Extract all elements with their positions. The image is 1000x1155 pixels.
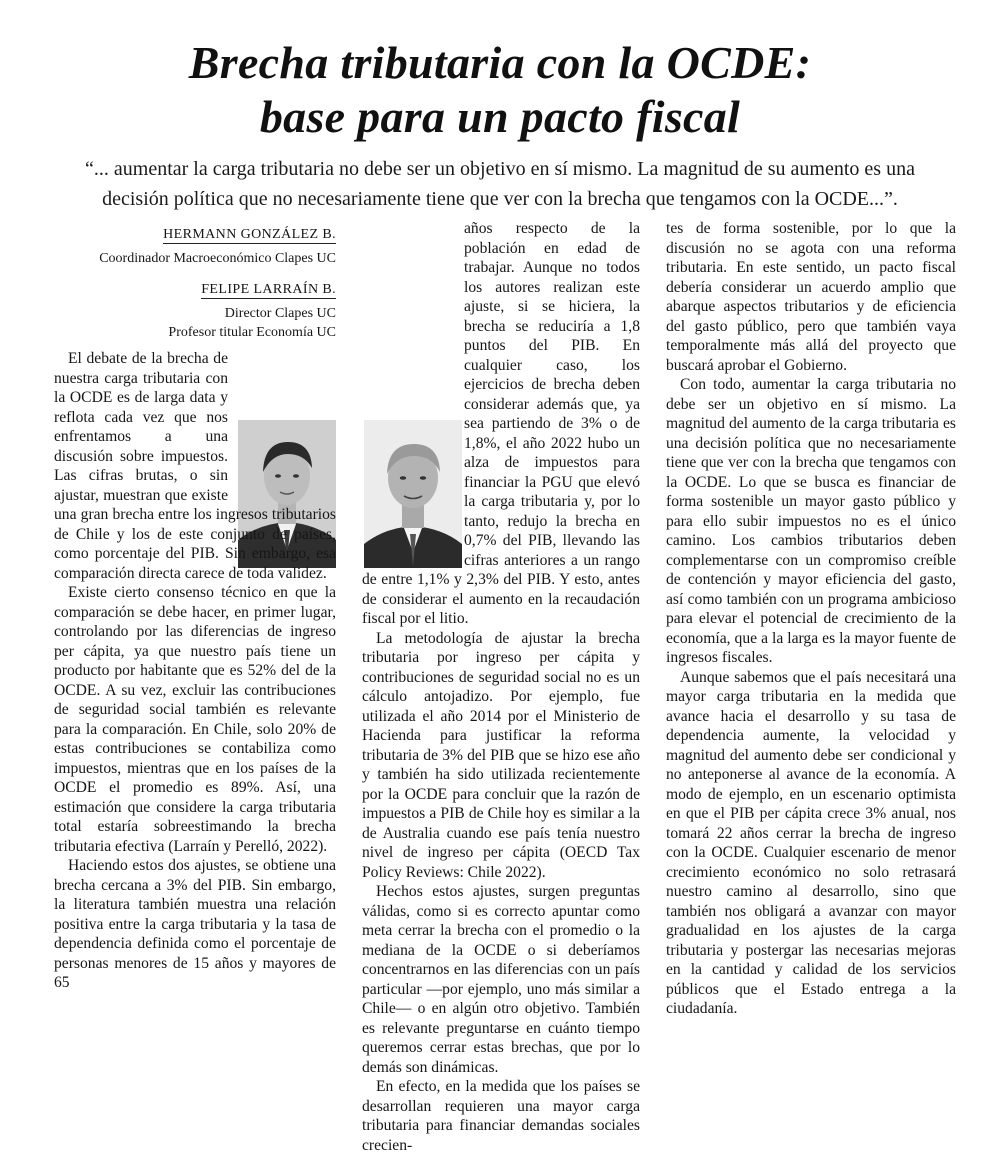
author-role: Director Clapes UC bbox=[224, 306, 336, 321]
column-2 bbox=[362, 219, 640, 1155]
paragraph: Hechos estos ajustes, surgen preguntas válidas, como si es correcto apuntar como meta cerrar la brecha con el promedio o la mediana de la OCDE o si deberíamos concentrarnos en las diferencias con un país particular —por ejemplo, uno más similar a Chile— o en algún otro objetivo. También es relevante preguntarse en cuánto tiempo queremos cerrar estas brechas, que por lo demás son dinámicas. bbox=[362, 883, 640, 1076]
byline-author-1 bbox=[54, 225, 336, 268]
author-name: HERMANN GONZÁLEZ B. bbox=[163, 227, 336, 242]
paragraph: El debate de la brecha de nuestra carga tributaria con la OCDE es de larga data y reflota cada vez que nos enfrentamos a una discusión sobre impuestos. Las cifras brutas, o sin ajustar, muestran que existe una gran brecha entre los ingresos tributarios de Chile y los de este conjunto de países, como porcentaje del PIB. Sin embargo, esa comparación directa carece de toda validez. bbox=[54, 350, 336, 582]
paragraph: Existe cierto consenso técnico en que la comparación se debe hacer, en primer lugar, controlando por las diferencias de ingreso per cápita, ya que nuestro país tiene un producto por habitante que es 52% del de la OCDE. A su vez, excluir las contribuciones de seguridad social también es relevante para la comparación. En Chile, solo 20% de estas contribuciones se contabiliza como impuestos, mientras que en los países de la OCDE el promedio es 89%. Así, una estimación que considere la carga tributaria total estaría sobreestimando la brecha tributaria efectiva (Larraín y Perelló, 2022). bbox=[54, 584, 336, 855]
paragraph: En efecto, en la medida que los países se desarrollan requieren una mayor carga tributaria para financiar demandas sociales crecien- bbox=[362, 1078, 640, 1154]
author-name: FELIPE LARRAÍN B. bbox=[201, 282, 336, 297]
author-role: Profesor titular Economía UC bbox=[168, 325, 336, 340]
paragraph: Aunque sabemos que el país necesitará una mayor carga tributaria en la medida que avance hacia el desarrollo y su tasa de dependencia aumente, la velocidad y magnitud del aumento debe ser condicional y no anteponerse al avance de la economía. A modo de ejemplo, en un escenario optimista en que el PIB per cápita crece 3% anual, nos tomará 22 años cerrar la brecha de ingreso con la OCDE. Cualquier escenario de menor crecimiento económico no solo retrasará nuestro camino al desarrollo, sino que también nos obligará a avanzar con mayor gradualidad en los ajustes de la carga tributaria y postergar las necesarias mejoras en la cantidad y calidad de los servicios públicos que el Estado entrega a la ciudadanía. bbox=[666, 668, 956, 1017]
headline-line-1: Brecha tributaria con la OCDE: bbox=[188, 37, 812, 88]
paragraph: tes de forma sostenible, por lo que la discusión no se agota con una reforma tributaria. En este sentido, un pacto fiscal debería considerar un acuerdo amplio que abarque aspectos tributarios y de eficiencia del gasto público, pero que también vaya temporalmente más allá del proyecto que buscará aprobar el Gobierno. bbox=[666, 220, 956, 374]
paragraph: años respecto de la población en edad de trabajar. Aunque no todos los autores realizan este ajuste, si se hiciera, la brecha se reduciría a 1,8 puntos del PIB. En cualquier caso, los ejercicios de brecha deben considerar además que, ya sea partiendo de 3% o de 1,8%, el año 2022 hubo un alza de impuestos para financiar la PGU que elevó la carga tributaria y, por lo tanto, redujo la brecha en 0,7% del PIB, llevando las cifras anteriores a un rango de entre 1,1% y 2,3% del PIB. Y esto, antes de considerar el aumento en la recaudación fiscal por el litio. bbox=[362, 220, 640, 627]
paragraph: La metodología de ajustar la brecha tributaria por ingreso per cápita y contribuciones de seguridad social no es un cálculo antojadizo. Por ejemplo, fue utilizada el año 2014 por el Ministerio de Hacienda para justificar la reforma tributaria de 3% del PIB que se hizo ese año y también ha sido utilizada recientemente por la OCDE para concluir que la razón de impuestos a PIB de Chile hoy es similar a la de Australia cuando ese país tenía nuestro nivel de ingreso per cápita (OECD Tax Policy Reviews: Chile 2022). bbox=[362, 629, 640, 881]
author-role: Coordinador Macroeconómico Clapes UC bbox=[99, 251, 336, 266]
pull-quote: “... aumentar la carga tributaria no debe ser un objetivo en sí mismo. La magnitud de su aumento es una decisión política que no necesariamente tiene que ver con la brecha que tengamos con la OCDE...”. bbox=[85, 158, 915, 210]
headline-line-2: base para un pacto fiscal bbox=[259, 91, 741, 142]
headline bbox=[0, 36, 1000, 144]
bylines bbox=[54, 225, 336, 342]
paragraph: Haciendo estos dos ajustes, se obtiene una brecha cercana a 3% del PIB. Sin embargo, la literatura también muestra una relación positiva entre la carga tributaria y la tasa de dependencia definida como el porcentaje de personas menores de 15 años y mayores de 65 bbox=[54, 857, 336, 991]
byline-author-2 bbox=[54, 280, 336, 342]
paragraph: Con todo, aumentar la carga tributaria no debe ser un objetivo en sí mismo. La magnitud del aumento de la carga tributaria es una decisión política que no necesariamente tiene que ver con la brecha que tengamos con la OCDE. Lo que se busca es financiar de forma sostenible un mayor gasto público y para ello subir impuestos no es el único camino. Los cambios tributarios deben complementarse con un compromiso creíble de contención y mayor eficiencia del gasto, así como también con un programa ambicioso para elevar el potencial de crecimiento de la economía, que a la larga es la mayor fuente de ingresos fiscales. bbox=[666, 376, 956, 666]
column-1 bbox=[54, 349, 336, 993]
column-3 bbox=[666, 219, 956, 1019]
